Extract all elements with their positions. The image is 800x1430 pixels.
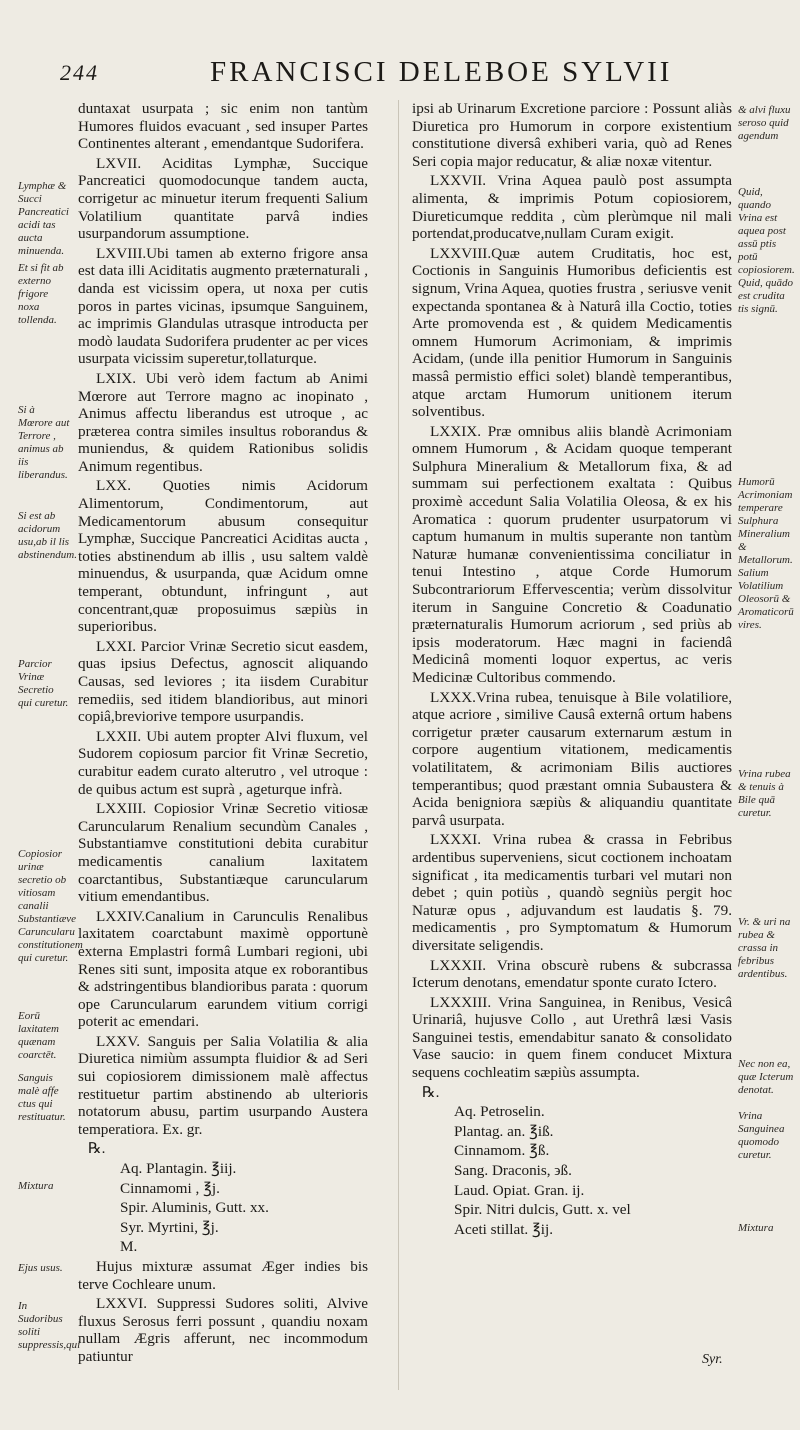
recipe-symbol: ℞. (422, 1083, 440, 1101)
paragraph: Hujus mixturæ assumat Æger indies bis terve Cochleare unum. (78, 1258, 368, 1293)
recipe-line: Sang. Draconis, ϶ß. (454, 1162, 572, 1180)
paragraph: duntaxat usurpata ; sic enim non tantùm Humores fluidos evacuant , sed insuper Partes Continentes alterant , emendantque Sudorifera. (78, 100, 368, 153)
recipe-line: Spir. Aluminis, Gutt. xx. (120, 1199, 269, 1217)
section-77: LXXVII. Vrina Aquea paulò post assumpta alimenta, & imprimis Potum copiosiorem, Diureticumque reddita , cùm plerùmque nil mali portendat,producatve,nullam Curam exigit. (412, 172, 732, 243)
catchword: Syr. (702, 1352, 723, 1367)
margin-note: Lymphæ & Succi Pancreatici acidi tas aucta minuenda. (18, 180, 69, 257)
section-76: LXXVI. Suppressi Sudores soliti, Alvive fluxus Serosus ferri possunt , quandiu noxam nullam Ægris afferunt, nec incommodum patiuntur (78, 1295, 368, 1365)
margin-note: Mixtura (18, 1180, 54, 1192)
margin-note: & alvi fluxu seroso quid agendum (738, 104, 791, 142)
section-75: LXXV. Sanguis per Salia Volatilia & alia Diuretica nimiùm assumpta fluidior & ad Seri sui copiosiorem dimissionem malè affectus restituetur partim abstinendo ab ulterioris notatorum abusu, partim usurpando Austera temperatiora. Ex. gr. (78, 1032, 368, 1138)
running-title: FRANCISCI DELEBOE SYLVII (210, 56, 673, 88)
margin-note: Sanguis malè affe ctus qui restituatur. (18, 1072, 66, 1123)
section-73: LXXIII. Copiosior Vrinæ Secretio vitiosæ Caruncularum Renalium secundùm Canales , Substantiamve constitutioni debita curabitur medicamentis canalium laxitatem coarctantibus, Substantiæque caruncularum vitium emendantibus. (78, 800, 368, 906)
margin-note: Vrina Sanguinea quomodo curetur. (738, 1110, 785, 1161)
section-83: LXXXIII. Vrina Sanguinea, in Renibus, Vesicâ Urinariâ, hujusve Collo , aut Urethrâ læsi Vasis Sanguinei testis, emendabitur sanato & consolidato Vase saucio: in quem finem conducet Mixtura sequens cochleatim sæpiùs assumpta. (412, 993, 732, 1082)
recipe-line: Cinnamom. ℥ß. (454, 1142, 550, 1160)
recipe-line: Aq. Petroselin. (454, 1103, 545, 1121)
margin-note: Nec non ea, quæ Icterum denotat. (738, 1058, 794, 1096)
left-text-column (78, 100, 368, 1390)
margin-note: Si est ab acidorum usu,ab il lis abstinendum. (18, 510, 77, 561)
recipe-line: Aceti stillat. ℥ij. (454, 1220, 554, 1238)
recipe-line: Laud. Opiat. Gran. ij. (454, 1181, 585, 1199)
margin-note: Ejus usus. (18, 1262, 63, 1274)
margin-note: Humorū Acrimoniam temperare Sulphura Mineralium & Metallorum. Salium Volatilium Oleosorū & Aromaticorū vires. (738, 476, 794, 631)
margin-note: Vr. & uri na rubea & crassa in febribus ardentibus. (738, 916, 791, 980)
section-71: LXXI. Parcior Vrinæ Secretio sicut easdem, quas ipsius Defectus, agnoscit aliquando Causas, sed leviores ; ita iisdem Curabitur remediis, sed itidem blandioribus, aut minori copiâ,breviorive tempore usurpandis. (78, 637, 368, 726)
page-number: 244 (60, 60, 99, 85)
margin-note: In Sudoribus soliti suppressis,qui (18, 1300, 81, 1351)
margin-note: Mixtura (738, 1222, 774, 1234)
recipe-line: Spir. Nitri dulcis, Gutt. x. vel (454, 1201, 631, 1219)
section-80: LXXX.Vrina rubea, tenuisque à Bile volatiliore, atque acriore , similive Causâ externâ ortum habens corrigetur præter causarum externarum æstum in corpore augentium vitationem, medicamentis volatilitatem, & acrimoniam Bilis auctiores temperantibus; quod præstant omnia Subaustera & Acida benigniora sæpiùs & aliquandiu quantitate parvâ usurpata. (412, 688, 732, 829)
running-head (60, 56, 750, 96)
section-78: LXXVIII.Quæ autem Cruditatis, hoc est, Coctionis in Sanguinis Humoribus deficientis est signum, Vrina Aquea, quoties frustra , seriusve venit expectanda spontanea & à Naturâ illa Coctio, toties Arte promovenda est , & quidem Medicamentis omnem Humorum Acrimoniam, & imprimis Acidam, (unde illa penitior Humorum in Sanguinis massâ permistio effici solet) blandè temperantibus, atque arctam Humorum unitionem iterum solventibus. (412, 244, 732, 421)
section-82: LXXXII. Vrina obscurè rubens & subcrassa Icterum denotans, emendatur sponte curato Ictero. (412, 956, 732, 992)
section-79: LXXIX. Præ omnibus aliis blandè Acrimoniam omnem Humorum , & Acidam quoque temperant Sulphura Mineralium & Metallorum fixa, & ad summam sui perfectionem exaltata : Quibus proximè accedunt Salia Volatilia Oleosa, & ex his Aromatica : quorum prudenter usurpatorum vi captum humanum in multis superante non tantùm Naturæ humanæ convenientissima conciliatur in tenui Intestino , atque Corde Humorum Subcontrariorum Effervescentia; verùm dissolvitur iterum in Sanguine Concretio & Coadunatio præternaturalis Humorum acriorum , sed priùs ab ipsis moderatorum. Hæc magni in faciendâ Medicinâ momenti loquor expertus, ac veris Medicinæ Cultoribus commendo. (412, 422, 732, 686)
margin-note: Quid, quando Vrina est aquea post assū ptis potū copiosiorem. Quid, quādo est crudita tis signū. (738, 186, 795, 315)
section-67: LXVII. Aciditas Lymphæ, Succique Pancreatici quomodocunque tandem aucta, corrigetur ac minuetur iterum frequenti Salium Volatilium quantitate parvâ indies usurpandorum assumptione. (78, 154, 368, 243)
recipe-line: M. (120, 1238, 138, 1256)
margin-note: Et si fit ab externo frigore noxa tollenda. (18, 262, 64, 326)
section-68: LXVIII.Ubi tamen ab externo frigore ansa est data illi Aciditatis augmento præternaturali , danda est vicissim opera, ut noxa per cutis poros in partes vicinas, ipsumque Sanguinem, ac imprimis Glandulas utrasque introducta per modò laudata Sudorifera prudenter ac per vices usurpata vicissim superetur,tollaturque. (78, 244, 368, 368)
margin-note: Vrina rubea & tenuis à Bile quā curetur. (738, 768, 791, 819)
margin-note: Copiosior urinæ secretio ob vitiosam canalii Substantiæve Caruncularu constitutionem qui curetur. (18, 848, 83, 964)
margin-note: Eorū laxitatem quænam coarctēt. (18, 1010, 59, 1061)
section-70: LXX. Quoties nimis Acidorum Alimentorum, Condimentorum, aut Medicamentorum abusum consequitur Lymphæ, Succique Pancreatici Aciditas aucta , toties abstinendum ab illis , usu saltem valdè minuendus, & usurpanda, quæ Acidum omne temperant, obtundunt, infringunt , aut concentrant,quæ proposuimus sæpiùs in superioribus. (78, 477, 368, 636)
section-74: LXXIV.Canalium in Carunculis Renalibus laxitatem coarctabunt maximè opportunè externa Emplastri formâ Lumbari regioni, ubi Renes siti sunt, imposita atque ex roborantibus & adstringentibus blandioribus parata : quorum ope Caruncularum earundem vitium corrigi poterit ac emendari. (78, 907, 368, 1031)
recipe-symbol: ℞. (88, 1140, 106, 1158)
section-81: LXXXI. Vrina rubea & crassa in Febribus ardentibus superveniens, sicut coctionem inchoatam significat , ita medicamentis turbari vel mutari non debet ; quin potiùs , quandò segniùs pergit hoc Naturæ opus , adjuvandum est laudatis §. 79. medicamentis , pro Symptomatum & Humorum diversitate seligendis. (412, 831, 732, 954)
paragraph: ipsi ab Urinarum Excretione parciore : Possunt aliàs Diuretica pro Humorum in corpore existentium constitutione diversâ exhiberi varia, quò ad Renes Seri copia major reducatur, & aliæ noxæ vitentur. (412, 100, 732, 170)
recipe-line: Plantag. an. ℥iß. (454, 1122, 554, 1140)
margin-note: Parcior Vrinæ Secretio qui curetur. (18, 658, 69, 709)
right-text-column (412, 100, 732, 1390)
recipe-line: Aq. Plantagin. ℥iij. (120, 1160, 237, 1178)
section-72: LXXII. Ubi autem propter Alvi fluxum, vel Sudorem copiosum parcior fit Vrinæ Secretio, curabitur eadem curato alterutro , vel utroque : de quibus actum est suprà , ageturque infrà. (78, 727, 368, 798)
margin-note: Si à Mœrore aut Terrore , animus ab iis liberandus. (18, 404, 70, 481)
recipe-line: Cinnamomi , ℥j. (120, 1179, 220, 1197)
recipe-line: Syr. Myrtini, ℥j. (120, 1218, 219, 1236)
section-69: LXIX. Ubi verò idem factum ab Animi Mœrore aut Terrore magno ac inopinato , Animus affectu liberandus est utroque , ac præterea contra similes insultus roborandus & muniendus, & quidem Rationibus solidis Animum regentibus. (78, 369, 368, 475)
column-gutter (398, 100, 399, 1390)
